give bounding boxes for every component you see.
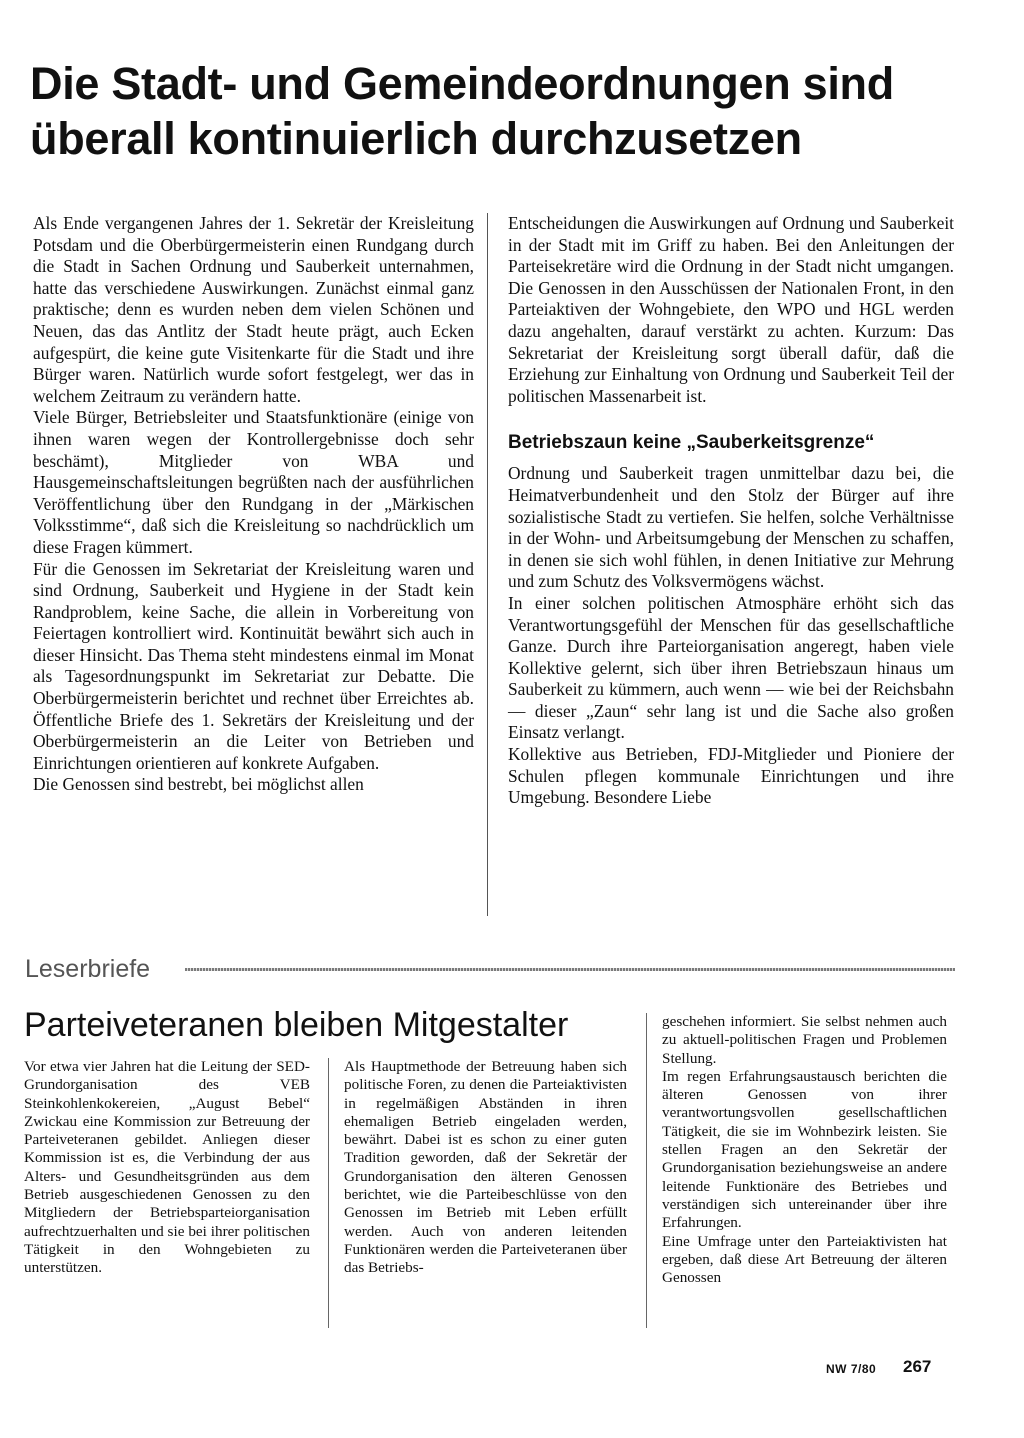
article-paragraph: Kollektive aus Betrieben, FDJ-Mitglieder und Pioniere der Schulen pflegen kommunale Einrichtungen und ihre Umgebung. Besondere Liebe [508, 744, 954, 808]
letters-paragraph: Vor etwa vier Jahren hat die Leitung der SED-Grundorganisation des VEB Steinkohlenkokereien, „August Bebel“ Zwickau eine Kommission zur Betreuung der Parteiveteranen gebildet. Anliegen dieser Kommission ist es, die Verbindung der aus Alters- und Gesundheitsgründen aus dem Betrieb ausgeschiedenen Genossen zu den Mitgliedern der Betriebsparteiorganisation aufrechtzuerhalten und sie bei ihrer politischen Tätigkeit in den Wohngebieten zu unterstützen. [24, 1058, 310, 1277]
page-number: 267 [903, 1357, 932, 1376]
letters-headline: Parteiveteranen bleiben Mitgestalter [24, 1006, 569, 1044]
section-label: Leserbriefe [25, 955, 151, 983]
article-right-column [508, 213, 954, 809]
column-divider [328, 1058, 329, 1328]
article-paragraph: Als Ende vergangenen Jahres der 1. Sekretär der Kreisleitung Potsdam und die Oberbürgermeisterin einen Rundgang durch die Stadt in Sachen Ordnung und Sauberkeit unternahmen, hatte das verschiedene Auswirkungen. Zunächst einmal ganz praktische; denn es wurden neben dem vielen Schönen und Neuen, das das Antlitz der Stadt heute prägt, auch Ecken aufgespürt, die keine gute Visitenkarte für die Stadt und ihre Bürger waren. Natürlich wurde sofort festgelegt, wer das in welchem Zeitraum zu verändern hatte. [33, 213, 474, 406]
letters-paragraph: geschehen informiert. Sie selbst nehmen auch zu aktuell-politischen Fragen und Problemen Stellung. [662, 1013, 947, 1067]
column-divider [646, 1013, 647, 1328]
article-subheading: Betriebszaun keine „Sauberkeitsgrenze“ [508, 432, 875, 454]
column-divider [487, 213, 488, 916]
letters-paragraph: Im regen Erfahrungsaustausch berichten die älteren Genossen von ihrer verantwortungsvollen gesellschaftlichen Tätigkeit, die sie im Wohnbezirk leisten. Sie stellen Fragen an den Sekretär der Grundorganisation beziehungsweise an andere leitende Funktionäre des Betriebes und verständigen sich untereinander über ihre Erfahrungen. [662, 1067, 947, 1232]
article-paragraph: Viele Bürger, Betriebsleiter und Staatsfunktionäre (einige von ihnen waren wegen der Kontrollergebnisse doch sehr beschämt), Mitglieder von WBA und Hausgemeinschaftsleitungen begrüßten nach der ausführlichen Veröffentlichung über den Rundgang in der „Märkischen Volksstimme“, daß sich die Kreisleitung so nachdrücklich um diese Fragen kümmert. [33, 407, 474, 557]
letters-paragraph: Eine Umfrage unter den Parteiaktivisten hat ergeben, daß diese Art Betreuung der älteren Genossen [662, 1232, 947, 1287]
letters-column-2 [344, 1058, 627, 1278]
article-paragraph: Ordnung und Sauberkeit tragen unmittelbar dazu bei, die Heimatverbundenheit und den Stolz der Bürger auf ihre sozialistische Stadt zu vertiefen. Sie helfen, solche Verhältnisse in der Wohn- und Arbeitsumgebung der Menschen zu schaffen, in denen sie sich wohl fühlen, in denen Initiative zur Mehrung und zum Schutz des Volksvermögens wächst. [508, 463, 954, 592]
section-rule [185, 968, 955, 971]
issue-number: NW 7/80 [826, 1362, 877, 1376]
article-paragraph: In einer solchen politischen Atmosphäre erhöht sich das Verantwortungsgefühl der Menschen für das gesellschaftliche Ganze. Durch ihre Parteiorganisation angeregt, haben viele Kollektive gelernt, sich über ihren Betriebszaun hinaus um Sauberkeit zu kümmern, auch wenn — wie bei der Reichsbahn — dieser „Zaun“ sehr lang ist und die Sache also großen Einsatz verlangt. [508, 592, 954, 743]
article-paragraph: Entscheidungen die Auswirkungen auf Ordnung und Sauberkeit in der Stadt mit im Griff zu haben. Bei den Anleitungen der Parteisekretäre wird die Ordnung in der Stadt nicht umgangen. Die Genossen in den Ausschüssen der Nationalen Front, in den Parteiaktiven der Wohngebiete, den WPO und HGL werden dazu angehalten, darauf verstärkt zu achten. Kurzum: Das Sekretariat der Kreisleitung sorgt überall dafür, daß die Erziehung zur Einhaltung von Ordnung und Sauberkeit Teil der politischen Massenarbeit ist. [508, 213, 954, 406]
letters-paragraph: Als Hauptmethode der Betreuung haben sich politische Foren, zu denen die Parteiaktivisten in regelmäßigen Abständen in ihren ehemaligen Betrieb eingeladen werden, bewährt. Dabei ist es schon zu einer guten Tradition geworden, daß der Sekretär der Grundorganisation den älteren Genossen berichtet, wie die Parteibeschlüsse von den Genossen im Betrieb mit Leben erfüllt werden. Auch von anderen leitenden Funktionären werden die Parteiveteranen über das Betriebs- [344, 1058, 627, 1277]
letters-column-1 [24, 1058, 310, 1278]
article-left-column [33, 213, 474, 796]
article-paragraph: Für die Genossen im Sekretariat der Kreisleitung waren und sind Ordnung, Sauberkeit und Hygiene in der Stadt kein Randproblem, keine Sache, die allein in Vorbereitung von Feiertagen kontrolliert wird. Kontinuität bewährt sich auch in dieser Hinsicht. Das Thema steht mindestens einmal im Monat als Tagesordnungspunkt im Sekretariat zur Debatte. Die Oberbürgermeisterin berichtet und rechnet über Erreichtes ab. Öffentliche Briefe des 1. Sekretärs der Kreisleitung und der Oberbürgermeisterin an die Leiter von Betrieben und Einrichtungen orientieren auf konkrete Aufgaben. [33, 558, 474, 773]
article-paragraph: Die Genossen sind bestrebt, bei möglichst allen [33, 774, 364, 795]
article-headline: Die Stadt- und Gemeindeordnungen sind überall kontinuierlich durchzusetzen [30, 58, 894, 164]
letters-column-3 [662, 1013, 947, 1287]
